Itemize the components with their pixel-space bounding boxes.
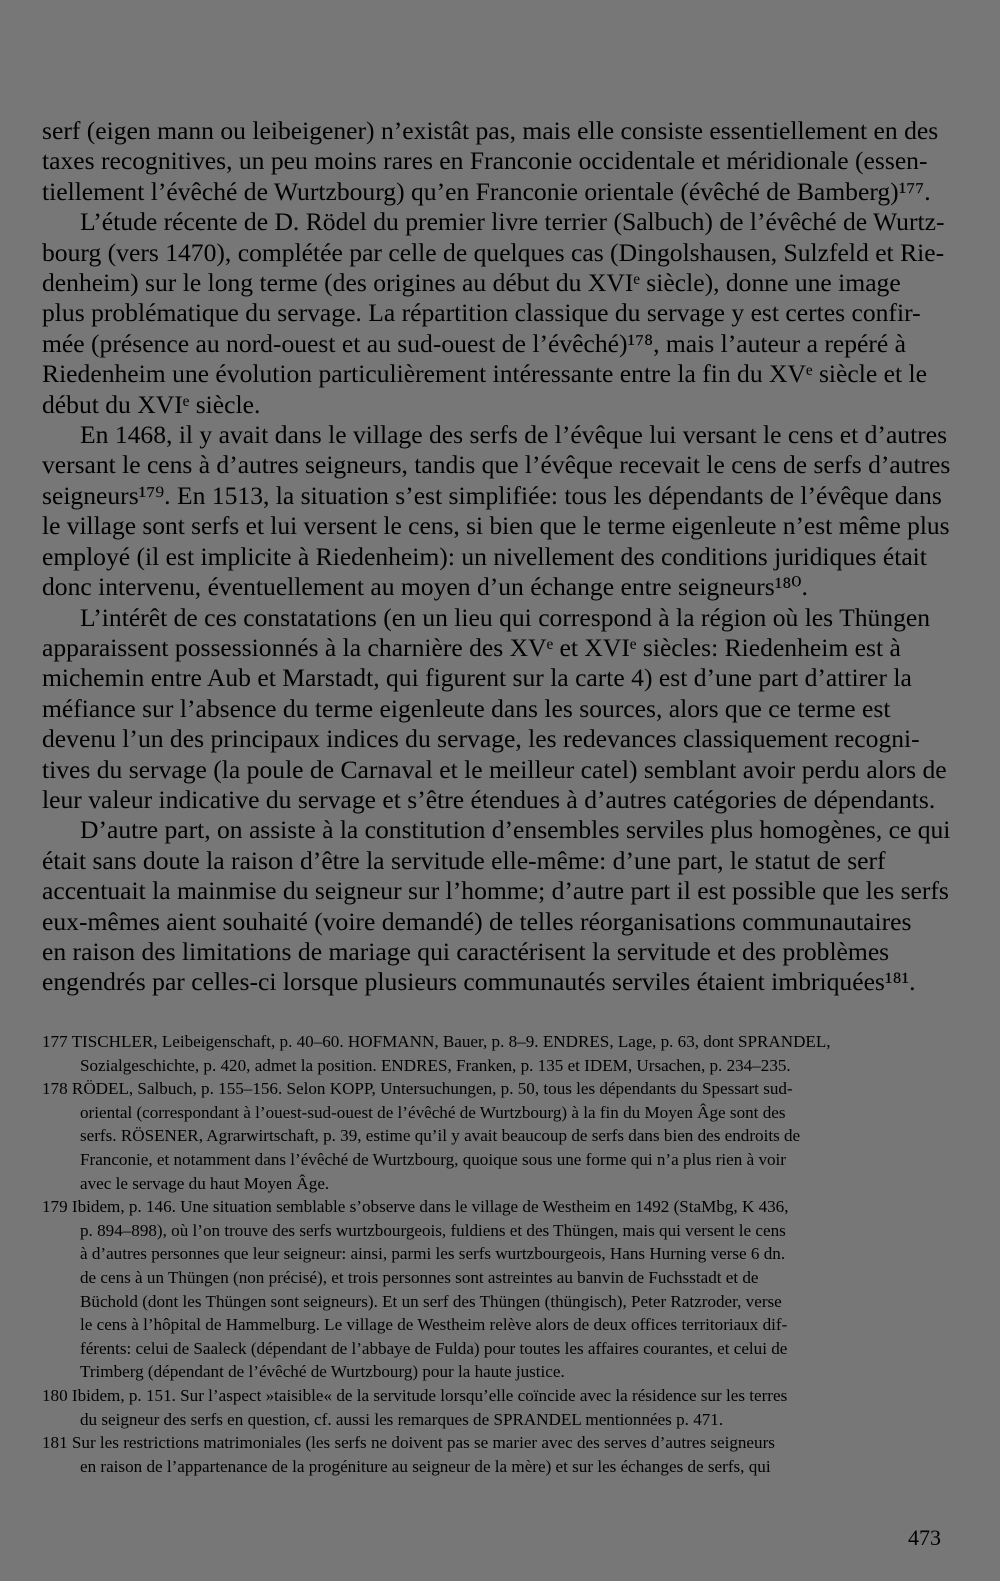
text-line: serf (eigen mann ou leibeigener) n’existât pas, mais elle consiste essentiellement en des	[42, 116, 939, 145]
footnotes	[42, 1030, 952, 1478]
text-line: seigneurs¹⁷⁹. En 1513, la situation s’est simplifiée: tous les dépendants de l’évêque dans	[42, 480, 942, 510]
text-line: mée (présence au nord-ouest et au sud-ouest de l’évêché)¹⁷⁸, mais l’auteur a repéré à	[42, 328, 907, 358]
footnote-line: férents: celui de Saaleck (dépendant de l’abbaye de Fulda) pour toutes les affaires courantes, et celui de	[80, 1338, 788, 1358]
text-line: était sans doute la raison d’être la servitude elle-même: d’une part, le statut de serf	[42, 845, 886, 875]
footnote-line: de cens à un Thüngen (non précisé), et trois personnes sont astreintes au banvin de Fuchsstadt et de	[80, 1267, 759, 1287]
text-line: apparaissent possessionnés à la charnière des XVᵉ et XVIᵉ siècles: Riedenheim est à	[42, 632, 901, 662]
text-line: début du XVIᵉ siècle.	[42, 389, 261, 419]
footnote-line: 180 Ibidem, p. 151. Sur l’aspect »taisible« de la servitude lorsqu’elle coïncide avec la résidence sur les terres	[42, 1385, 788, 1405]
footnote-line: 178 RÖDEL, Salbuch, p. 155–156. Selon KOPP, Untersuchungen, p. 50, tous les dépendants du Spessart sud-	[42, 1079, 793, 1099]
text-line: tives du servage (la poule de Carnaval et le meilleur catel) semblant avoir perdu alors de	[42, 754, 947, 784]
footnote-line: le cens à l’hôpital de Hammelburg. Le village de Westheim relève alors de deux offices territoriaux dif-	[80, 1315, 788, 1335]
footnote-line: en raison de l’appartenance de la progéniture au seigneur de la mère) et sur les échanges de serfs, qui	[80, 1456, 771, 1476]
footnote-line: oriental (correspondant à l’ouest-sud-ouest de l’évêché de Wurtzbourg) à la fin du Moyen Âge sont des	[80, 1102, 786, 1122]
footnote-line: 179 Ibidem, p. 146. Une situation semblable s’observe dans le village de Westheim en 1492 (StaMbg, K 436,	[42, 1197, 789, 1217]
footnote-line: 177 TISCHLER, Leibeigenschaft, p. 40–60. HOFMANN, Bauer, p. 8–9. ENDRES, Lage, p. 63, dont SPRANDEL,	[42, 1032, 831, 1051]
footnote-line: à d’autres personnes que leur seigneur: ainsi, parmi les serfs wurtzbourgeois, Hans Hurning verse 6 dn.	[80, 1244, 786, 1264]
text-line: versant le cens à d’autres seigneurs, tandis que l’évêque recevait le cens de serfs d’autres	[42, 450, 951, 480]
text-line: Riedenheim une évolution particulièrement intéressante entre la fin du XVᵉ siècle et le	[42, 359, 927, 389]
main-text	[42, 116, 952, 998]
text-line: donc intervenu, éventuellement au moyen d’un échange entre seigneurs¹⁸⁰.	[42, 572, 808, 602]
text-line: en raison des limitations de mariage qui caractérisent la servitude et des problèmes	[42, 936, 890, 966]
footnote-line: p. 894–898), où l’on trouve des serfs wurtzbourgeois, fuldiens et des Thüngen, mais qui versent le cens	[80, 1220, 786, 1240]
text-line: le village sont serfs et lui versent le cens, si bien que le terme eigenleute n’est même plus	[42, 511, 950, 541]
footnote-line: Büchold (dont les Thüngen sont seigneurs). Et un serf des Thüngen (thüngisch), Peter Ratzroder, verse	[80, 1291, 782, 1311]
page-number: 473	[908, 1525, 941, 1550]
text-line: tiellement l’évêché de Wurtzbourg) qu’en Franconie orientale (évêché de Bamberg)¹⁷⁷.	[42, 176, 931, 206]
text-line: bourg (vers 1470), complétée par celle de quelques cas (Dingolshausen, Sulzfeld et Rie-	[42, 237, 945, 267]
text-line: eux-mêmes aient souhaité (voire demandé) de telles réorganisations communautaires	[42, 906, 912, 936]
footnote-line: avec le servage du haut Moyen Âge.	[80, 1173, 330, 1193]
footnote-line: Sozialgeschichte, p. 420, admet la position. ENDRES, Franken, p. 135 et IDEM, Ursachen, p. 234–235.	[80, 1055, 791, 1075]
text-line: accentuait la mainmise du seigneur sur l’homme; d’autre part il est possible que les serfs	[42, 876, 949, 906]
text-line: michemin entre Aub et Marstadt, qui figurent sur la carte 4) est d’une part d’attirer la	[42, 663, 912, 693]
text-line: devenu l’un des principaux indices du servage, les redevances classiquement recogni-	[42, 724, 920, 754]
footnote-line: serfs. RÖSENER, Agrarwirtschaft, p. 39, estime qu’il y avait beaucoup de serfs dans bien des endroits de	[80, 1126, 801, 1146]
text-line: En 1468, il y avait dans le village des serfs de l’évêque lui versant le cens et d’autres	[80, 420, 948, 450]
text-line: taxes recognitives, un peu moins rares en Franconie occidentale et méridionale (essen-	[42, 146, 928, 176]
text-line: denheim) sur le long terme (des origines au début du XVIᵉ siècle), donne une image	[42, 268, 901, 298]
text-line: leur valeur indicative du servage et s’être étendues à d’autres catégories de dépendants.	[42, 784, 936, 814]
text-line: employé (il est implicite à Riedenheim): un nivellement des conditions juridiques était	[42, 541, 927, 571]
footnote-line: Franconie, et notamment dans l’évêché de Wurtzbourg, quoique sous une forme qui n’a plus rien à voir	[80, 1149, 786, 1169]
text-line: plus problématique du servage. La répartition classique du servage y est certes confir-	[42, 298, 921, 328]
text-line: L’étude récente de D. Rödel du premier livre terrier (Salbuch) de l’évêché de Wurtz-	[80, 207, 945, 237]
footnote-line: du seigneur des serfs en question, cf. aussi les remarques de SPRANDEL mentionnées p. 471.	[80, 1409, 724, 1429]
text-line: engendrés par celles-ci lorsque plusieurs communautés serviles étaient imbriquées¹⁸¹.	[42, 967, 916, 997]
footnote-line: 181 Sur les restrictions matrimoniales (les serfs ne doivent pas se marier avec des serves d’autres seigneurs	[42, 1433, 775, 1453]
footnote-line: Trimberg (dépendant de l’évêché de Wurtzbourg) pour la haute justice.	[80, 1362, 565, 1382]
text-line: D’autre part, on assiste à la constitution d’ensembles serviles plus homogènes, ce qui	[80, 815, 951, 845]
text-line: méfiance sur l’absence du terme eigenleute dans les sources, alors que ce terme est	[42, 693, 891, 723]
text-line: L’intérêt de ces constatations (en un lieu qui correspond à la région où les Thüngen	[80, 602, 931, 632]
